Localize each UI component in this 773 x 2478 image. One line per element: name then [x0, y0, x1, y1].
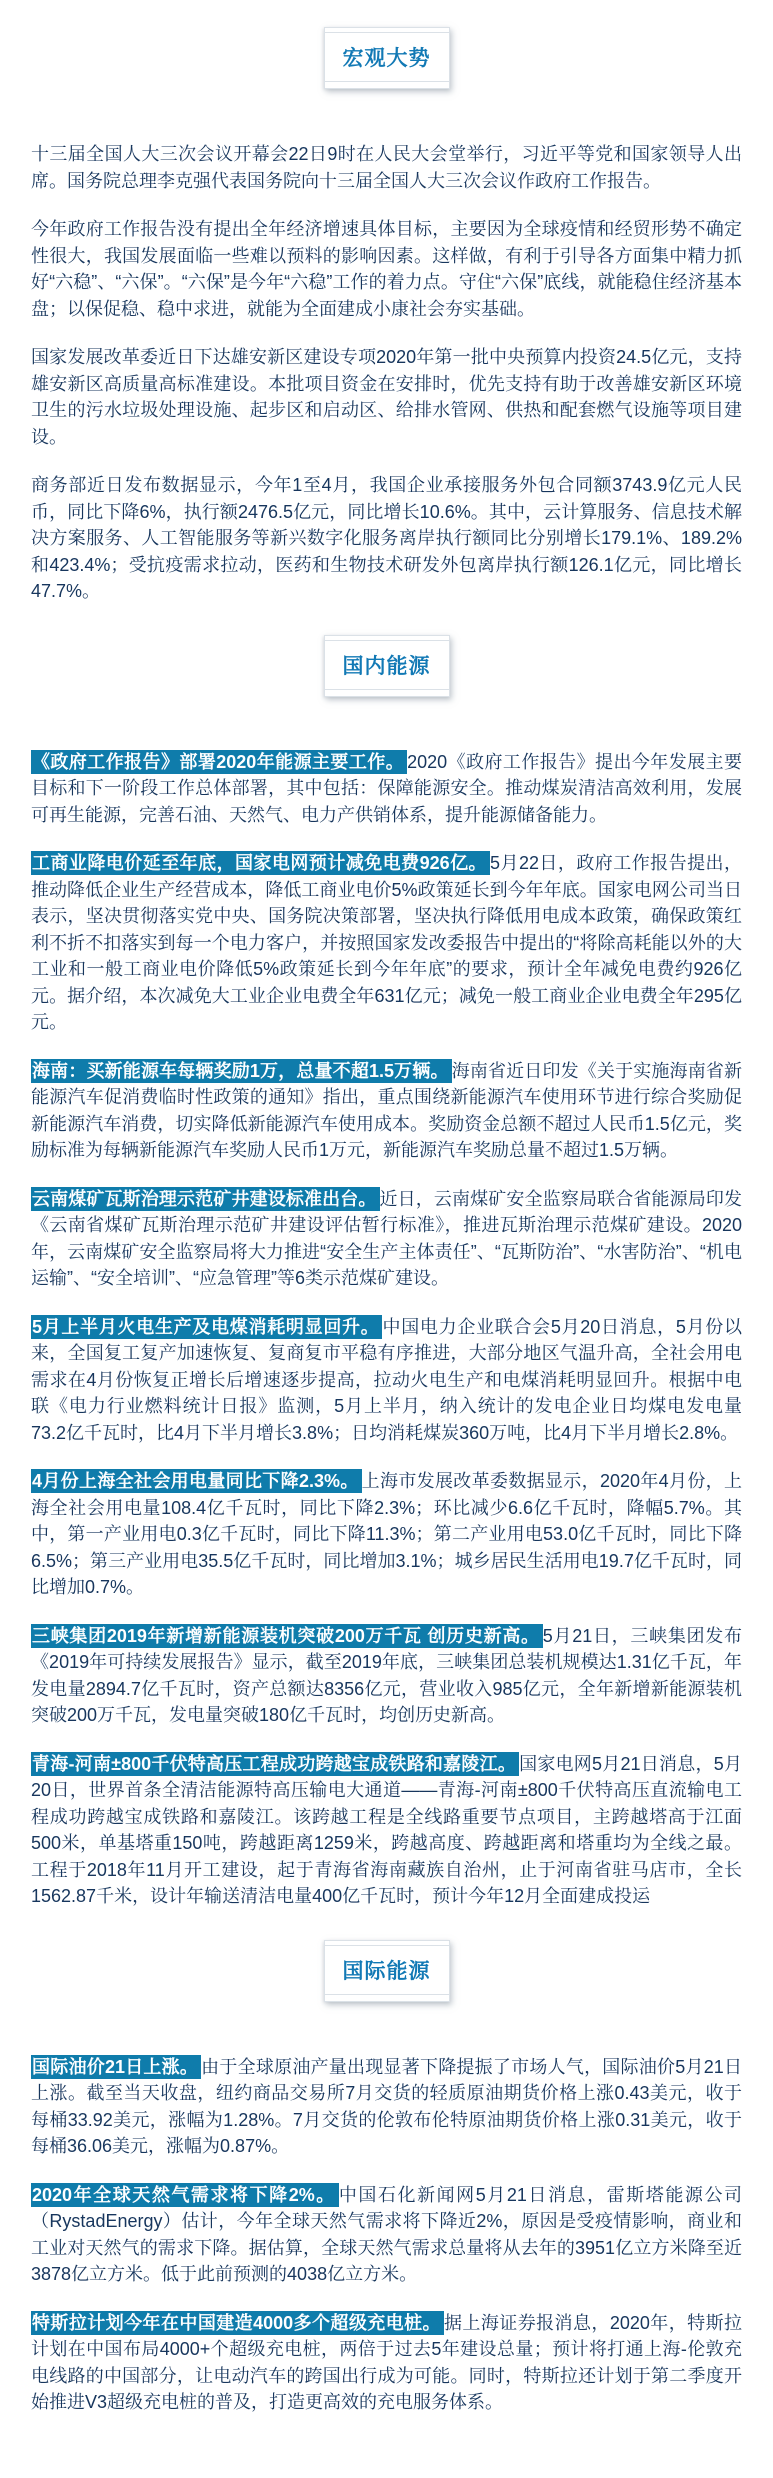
paragraph [31, 1314, 742, 1447]
paragraph-lead-highlight: 《政府工作报告》部署2020年能源主要工作。 [31, 750, 407, 774]
paragraph [31, 2054, 742, 2160]
section-title: 国际能源 [342, 1959, 431, 1983]
paragraph-text: 今年政府工作报告没有提出全年经济增速具体目标，主要因为全球疫情和经贸形势不确定性很大，我国发展面临一些难以预料的影响因素。这样做，有利于引导各方面集中精力抓好“六稳”、“六保”。“六保”是今年“六稳”工作的着力点。守住“六保”底线，就能稳住经济基本盘；以保促稳、稳中求进，就能为全面建成小康社会夯实基础。 [31, 219, 742, 319]
section-header-box [324, 635, 450, 697]
paragraph [31, 472, 742, 605]
paragraph-text: 2020《政府工作报告》提出今年发展主要目标和下一阶段工作总体部署，其中包括：保障能源安全。推动煤炭清洁高效利用，发展可再生能源，完善石油、天然气、电力产供销体系，提升能源储备能力。 [31, 751, 742, 825]
paragraph-text: 5月21日，三峡集团发布《2019年可持续发展报告》显示，截至2019年底，三峡集团总装机规模达1.31亿千瓦，年发电量2894.7亿千瓦时，资产总额达8356亿元，营业收入985亿元，全年新增新能源装机突破200万千瓦，发电量突破180亿千瓦时，均创历史新高。 [31, 1625, 742, 1725]
paragraph-lead-highlight: 4月份上海全社会用电量同比下降2.3%。 [31, 1469, 362, 1493]
section-header-inner [325, 1945, 449, 1995]
paragraph-lead-highlight: 国际油价21日上涨。 [31, 2055, 201, 2079]
paragraph [31, 2182, 742, 2288]
paragraph-text: 商务部近日发布数据显示，今年1至4月，我国企业承接服务外包合同额3743.9亿元人民币，同比下降6%，执行额2476.5亿元，同比增长10.6%。其中，云计算服务、信息技术解决方案服务、人工智能服务等新兴数字化服务离岸执行额同比分别增长179.1%、189.2%和423.4%；受抗疫需求拉动，医药和生物技术研发外包离岸执行额126.1亿元，同比增长47.7%。 [31, 475, 742, 601]
paragraph-text: 国家发展改革委近日下达雄安新区建设专项2020年第一批中央预算内投资24.5亿元，支持雄安新区高质量高标准建设。本批项目资金在安排时，优先支持有助于改善雄安新区环境卫生的污水垃圾处理设施、起步区和启动区、给排水管网、供热和配套燃气设施等项目建设。 [31, 347, 742, 447]
paragraph [31, 1751, 742, 1910]
paragraph-text: 上海市发展改革委数据显示，2020年4月份，上海全社会用电量108.4亿千瓦时，同比下降2.3%；环比减少6.6亿千瓦时，降幅5.7%。其中，第一产业用电0.3亿千瓦时，同比下降11.3%；第二产业用电53.0亿千瓦时，同比下降6.5%；第三产业用电35.5亿千瓦时，同比增加3.1%；城乡居民生活用电19.7亿千瓦时，同比增加0.7%。 [31, 1471, 742, 1597]
paragraph-lead-highlight: 云南煤矿瓦斯治理示范矿井建设标准出台。 [31, 1187, 380, 1211]
section-1 [31, 635, 742, 1910]
paragraph-lead-highlight: 工商业降电价延至年底，国家电网预计减免电费926亿。 [31, 851, 490, 875]
paragraph-lead-highlight: 三峡集团2019年新增新能源装机突破200万千瓦 创历史新高。 [31, 1624, 543, 1648]
paragraph [31, 749, 742, 829]
section-header-inner [325, 32, 449, 82]
paragraph-text: 十三届全国人大三次会议开幕会22日9时在人民大会堂举行，习近平等党和国家领导人出席。国务院总理李克强代表国务院向十三届全国人大三次会议作政府工作报告。 [31, 144, 742, 191]
paragraph [31, 1186, 742, 1292]
paragraph-text: 5月22日，政府工作报告提出，推动降低企业生产经营成本，降低工商业电价5%政策延长到今年年底。国家电网公司当日表示，坚决贯彻落实党中央、国务院决策部署，坚决执行降低用电成本政策，确保政策红利不折不扣落实到每一个电力客户，并按照国家发改委报告中提出的“将除高耗能以外的大工业和一般工商业电价降低5%政策延长到今年年底”的要求，预计全年减免电费约926亿元。据介绍，本次减免大工业企业电费全年631亿元；减免一般工商业企业电费全年295亿元。 [31, 853, 743, 1032]
paragraph-lead-highlight: 5月上半月火电生产及电煤消耗明显回升。 [31, 1315, 382, 1339]
section-header-inner [325, 640, 449, 690]
section-header-box [324, 27, 450, 89]
paragraph-text: 近日，云南煤矿安全监察局联合省能源局印发《云南省煤矿瓦斯治理示范矿井建设评估暂行标准》，推进瓦斯治理示范煤矿建设。2020年，云南煤矿安全监察局将大力推进“安全生产主体责任”、“瓦斯防治”、“水害防治”、“机电运输”、“安全培训”、“应急管理”等6类示范煤矿建设。 [31, 1188, 742, 1288]
paragraph-text: 据上海证券报消息，2020年，特斯拉计划在中国布局4000+个超级充电桩，两倍于过去5年建设总量；预计将打通上海-伦敦充电线路的中国部分，让电动汽车的跨国出行成为可能。同时，特斯拉还计划于第二季度开始推进V3超级充电桩的普及，打造更高效的充电服务体系。 [31, 2312, 743, 2412]
section-0 [31, 27, 742, 605]
paragraph-text: 国家电网5月21日消息，5月20日，世界首条全清洁能源特高压输电大通道——青海-河南±800千伏特高压直流输电工程成功跨越宝成铁路和嘉陵江。该跨越工程是全线路重要节点项目，主跨越塔高于江面500米，单基塔重150吨，跨越距离1259米，跨越高度、跨越距离和塔重均为全线之最。工程于2018年11月开工建设，起于青海省海南藏族自治州，止于河南省驻马店市，全长1562.87千米，设计年输送清洁电量400亿千瓦时，预计今年12月全面建成投运 [31, 1753, 742, 1906]
paragraph-text: 中国电力企业联合会5月20日消息，5月份以来，全国复工复产加速恢复、复商复市平稳有序推进，大部分地区气温升高，全社会用电需求在4月份恢复正增长后增速逐步提高，拉动火电生产和电煤消耗明显回升。根据中电联《电力行业燃料统计日报》监测，5月上半月，纳入统计的发电企业日均煤电发电量73.2亿千瓦时，比4月下半月增长3.8%；日均消耗煤炭360万吨，比4月下半月增长2.8%。 [31, 1316, 742, 1443]
paragraph [31, 1468, 742, 1601]
paragraph-lead-highlight: 青海-河南±800千伏特高压工程成功跨越宝成铁路和嘉陵江。 [31, 1752, 519, 1776]
paragraph-text: 海南省近日印发《关于实施海南省新能源汽车促消费临时性政策的通知》指出，重点围绕新能源汽车使用环节进行综合奖励促新能源汽车消费，切实降低新能源汽车使用成本。奖励资金总额不超过人民币1.5亿元，奖励标准为每辆新能源汽车奖励人民币1万元，新能源汽车奖励总量不超过1.5万辆。 [31, 1060, 743, 1160]
paragraph [31, 1623, 742, 1729]
paragraph-lead-highlight: 海南：买新能源车每辆奖励1万，总量不超1.5万辆。 [31, 1059, 452, 1083]
paragraph [31, 2310, 742, 2416]
paragraph-text: 中国石化新闻网5月21日消息，雷斯塔能源公司（RystadEnergy）估计，今年全球天然气需求将下降近2%，原因是受疫情影响，商业和工业对天然气的需求下降。据估算，全球天然气需求总量将从去年的3951亿立方米降至近3878亿立方米。低于此前预测的4038亿立方米。 [31, 2184, 742, 2284]
paragraph [31, 1058, 742, 1164]
section-title: 国内能源 [342, 654, 431, 678]
paragraph-text: 由于全球原油产量出现显著下降提振了市场人气，国际油价5月21日上涨。截至当天收盘，纽约商品交易所7月交货的轻质原油期货价格上涨0.43美元，收于每桶33.92美元，涨幅为1.28%。7月交货的伦敦布伦特原油期货价格上涨0.31美元，收于每桶36.06美元，涨幅为0.87%。 [31, 2056, 742, 2156]
paragraph [31, 141, 742, 194]
paragraph [31, 216, 742, 322]
paragraph-lead-highlight: 2020年全球天然气需求将下降2%。 [31, 2183, 339, 2207]
newsletter-page [0, 27, 773, 2478]
paragraph-lead-highlight: 特斯拉计划今年在中国建造4000多个超级充电桩。 [31, 2311, 444, 2335]
section-header-box [324, 1940, 450, 2002]
paragraph [31, 850, 742, 1036]
section-title: 宏观大势 [342, 47, 431, 70]
paragraph [31, 344, 742, 450]
section-2 [31, 1940, 742, 2416]
